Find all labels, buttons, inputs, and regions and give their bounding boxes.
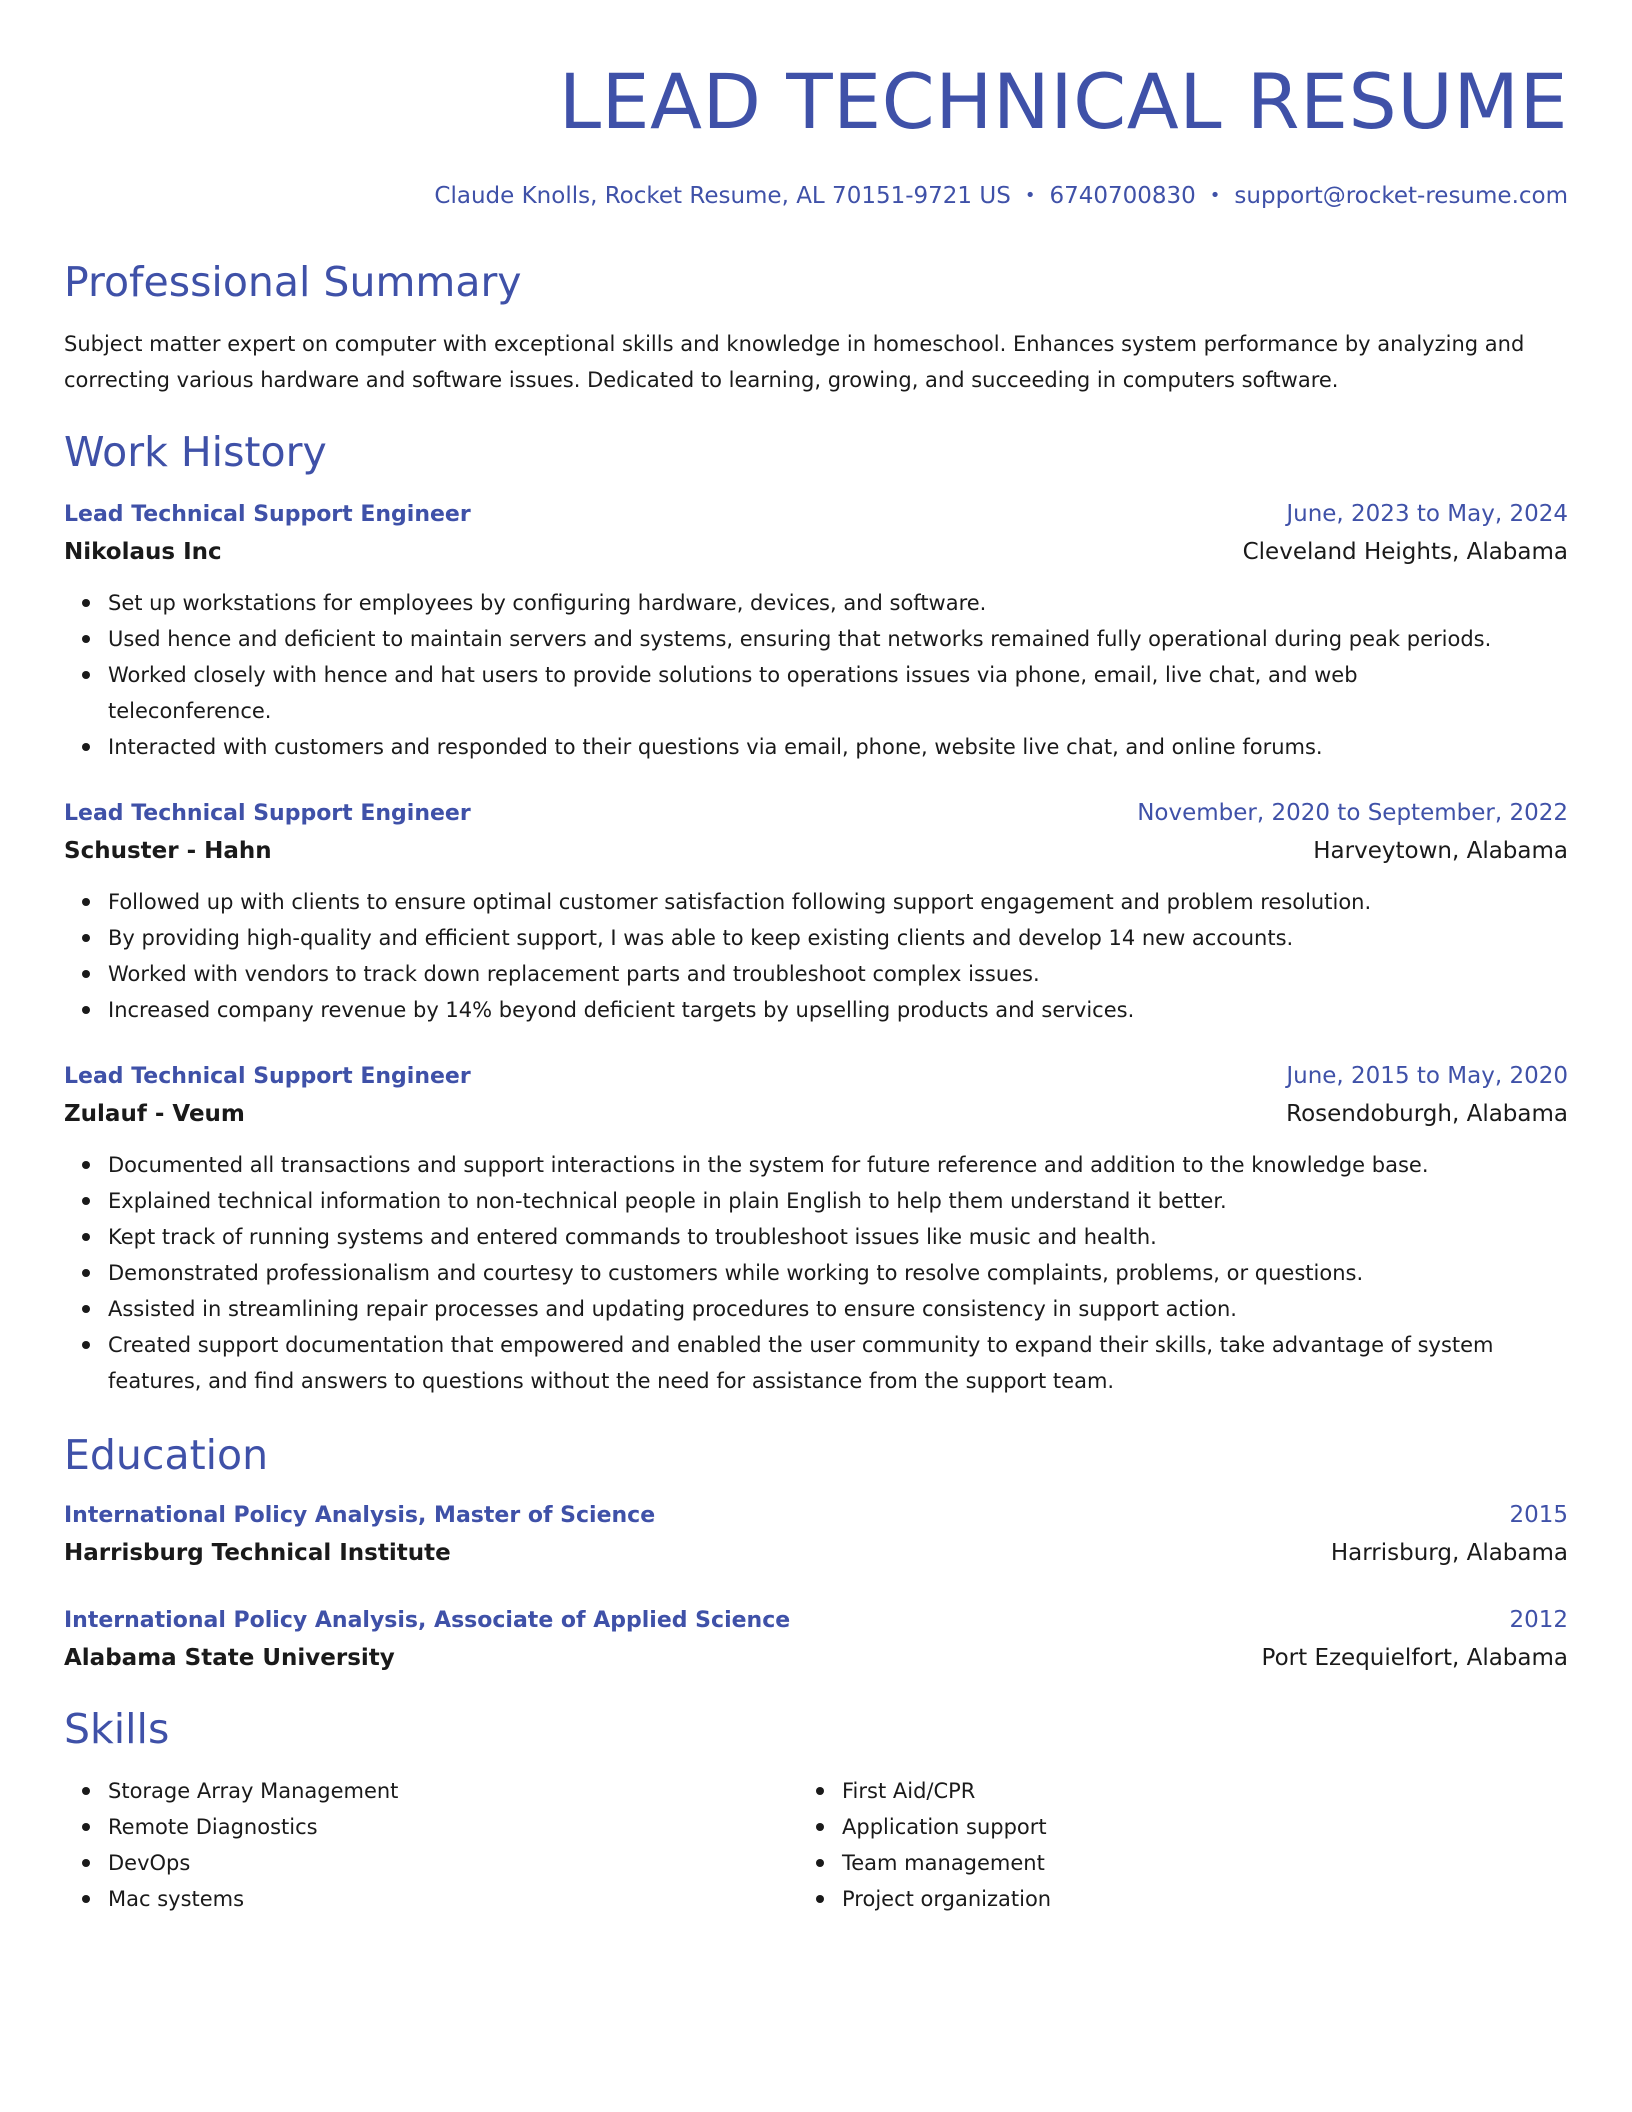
summary-heading: Professional Summary xyxy=(64,258,522,306)
contact-address: Claude Knolls, Rocket Resume, AL 70151-9721 US xyxy=(434,183,1011,209)
skill-item: Project organization xyxy=(842,1881,1532,1917)
contact-line xyxy=(64,180,1568,212)
job-bullet: Explained technical information to non-technical people in plain English to help them understand it better. xyxy=(108,1183,1568,1219)
education-location: Harrisburg, Alabama xyxy=(1330,1540,1568,1566)
education-entry xyxy=(64,1602,1568,1677)
job-company: Nikolaus Inc xyxy=(64,539,222,565)
job-bullet: Increased company revenue by 14% beyond deficient targets by upselling products and services. xyxy=(108,992,1568,1028)
job-bullet: By providing high-quality and efficient support, I was able to keep existing clients and develop 14 new accounts. xyxy=(108,920,1568,956)
job-company: Schuster - Hahn xyxy=(64,838,272,864)
education-school-row xyxy=(64,1639,1568,1677)
job-bullet: Assisted in streamlining repair processes and updating procedures to ensure consistency in support action. xyxy=(108,1291,1568,1327)
job-title-row xyxy=(64,795,1568,832)
job-bullet: Used hence and deficient to maintain servers and systems, ensuring that networks remained fully operational during peak periods. xyxy=(108,621,1568,657)
education-school: Alabama State University xyxy=(64,1645,395,1671)
skills-heading: Skills xyxy=(64,1705,170,1753)
skills-column-right xyxy=(798,1773,1532,1917)
job-bullet: Documented all transactions and support interactions in the system for future reference and addition to the knowledge base. xyxy=(108,1147,1568,1183)
resume-header xyxy=(64,52,1568,212)
job-title: Lead Technical Support Engineer xyxy=(64,502,471,527)
skill-item: Remote Diagnostics xyxy=(108,1809,798,1845)
education-degree-row xyxy=(64,1602,1568,1639)
skill-item: Mac systems xyxy=(108,1881,798,1917)
education-year: 2012 xyxy=(1509,1607,1568,1633)
job-dates: June, 2015 to May, 2020 xyxy=(1286,1063,1568,1089)
job-company-row xyxy=(64,533,1568,571)
education-heading: Education xyxy=(64,1431,269,1479)
job-bullet: Demonstrated professionalism and courtesy to customers while working to resolve complaints, problems, or questions. xyxy=(108,1255,1568,1291)
education-entry xyxy=(64,1497,1568,1572)
education-degree: International Policy Analysis, Master of Science xyxy=(64,1503,656,1528)
skill-item: Application support xyxy=(842,1809,1532,1845)
contact-phone: 6740700830 xyxy=(1049,183,1196,209)
job-bullet: Interacted with customers and responded to their questions via email, phone, website live chat, and online forums. xyxy=(108,729,1568,765)
contact-email[interactable]: support@rocket-resume.com xyxy=(1234,183,1568,209)
job-title: Lead Technical Support Engineer xyxy=(64,801,471,826)
education-year: 2015 xyxy=(1509,1502,1568,1528)
education-location: Port Ezequielfort, Alabama xyxy=(1261,1645,1568,1671)
job-bullet: Set up workstations for employees by configuring hardware, devices, and software. xyxy=(108,585,1568,621)
skill-item: Storage Array Management xyxy=(108,1773,798,1809)
skill-item: DevOps xyxy=(108,1845,798,1881)
job-bullet: Created support documentation that empowered and enabled the user community to expand their skills, take advantage of system features, and find answers to questions without the need for assistance from the support team. xyxy=(108,1327,1568,1399)
skill-item: Team management xyxy=(842,1845,1532,1881)
job-company: Zulauf - Veum xyxy=(64,1101,245,1127)
education-school: Harrisburg Technical Institute xyxy=(64,1540,451,1566)
job-title-row xyxy=(64,496,1568,533)
job-company-row xyxy=(64,832,1568,870)
job-title-row xyxy=(64,1058,1568,1095)
resume-title: LEAD TECHNICAL RESUME xyxy=(558,57,1568,146)
job-dates: June, 2023 to May, 2024 xyxy=(1286,501,1568,527)
job-dates: November, 2020 to September, 2022 xyxy=(1137,800,1568,826)
job-entry xyxy=(64,1058,1568,1399)
job-title: Lead Technical Support Engineer xyxy=(64,1064,471,1089)
job-entry xyxy=(64,795,1568,1028)
job-bullets xyxy=(64,884,1568,1028)
education-degree: International Policy Analysis, Associate of Applied Science xyxy=(64,1608,791,1633)
contact-separator: • xyxy=(1209,185,1221,206)
job-bullet: Followed up with clients to ensure optimal customer satisfaction following support engagement and problem resolution. xyxy=(108,884,1568,920)
contact-separator: • xyxy=(1024,185,1036,206)
summary-text: Subject matter expert on computer with exceptional skills and knowledge in homeschool. Enhances system performance by analyzing and correcting various hardware and software issues. Dedicated to learning, growing, and succeeding in computers software. xyxy=(64,332,1525,392)
job-bullets xyxy=(64,1147,1568,1399)
skills-column-left xyxy=(64,1773,798,1917)
job-company-row xyxy=(64,1095,1568,1133)
job-location: Cleveland Heights, Alabama xyxy=(1242,539,1568,565)
work-history-heading: Work History xyxy=(64,428,327,476)
job-bullet: Worked closely with hence and hat users to provide solutions to operations issues via phone, email, live chat, and web teleconference. xyxy=(108,657,1568,729)
education-degree-row xyxy=(64,1497,1568,1534)
skill-item: First Aid/CPR xyxy=(842,1773,1532,1809)
job-bullets xyxy=(64,585,1568,765)
job-location: Harveytown, Alabama xyxy=(1313,838,1568,864)
job-bullet: Worked with vendors to track down replacement parts and troubleshoot complex issues. xyxy=(108,956,1568,992)
job-bullet: Kept track of running systems and entered commands to troubleshoot issues like music and health. xyxy=(108,1219,1568,1255)
job-entry xyxy=(64,496,1568,765)
skills-list xyxy=(64,1773,1568,1917)
education-school-row xyxy=(64,1534,1568,1572)
job-location: Rosendoburgh, Alabama xyxy=(1286,1101,1568,1127)
